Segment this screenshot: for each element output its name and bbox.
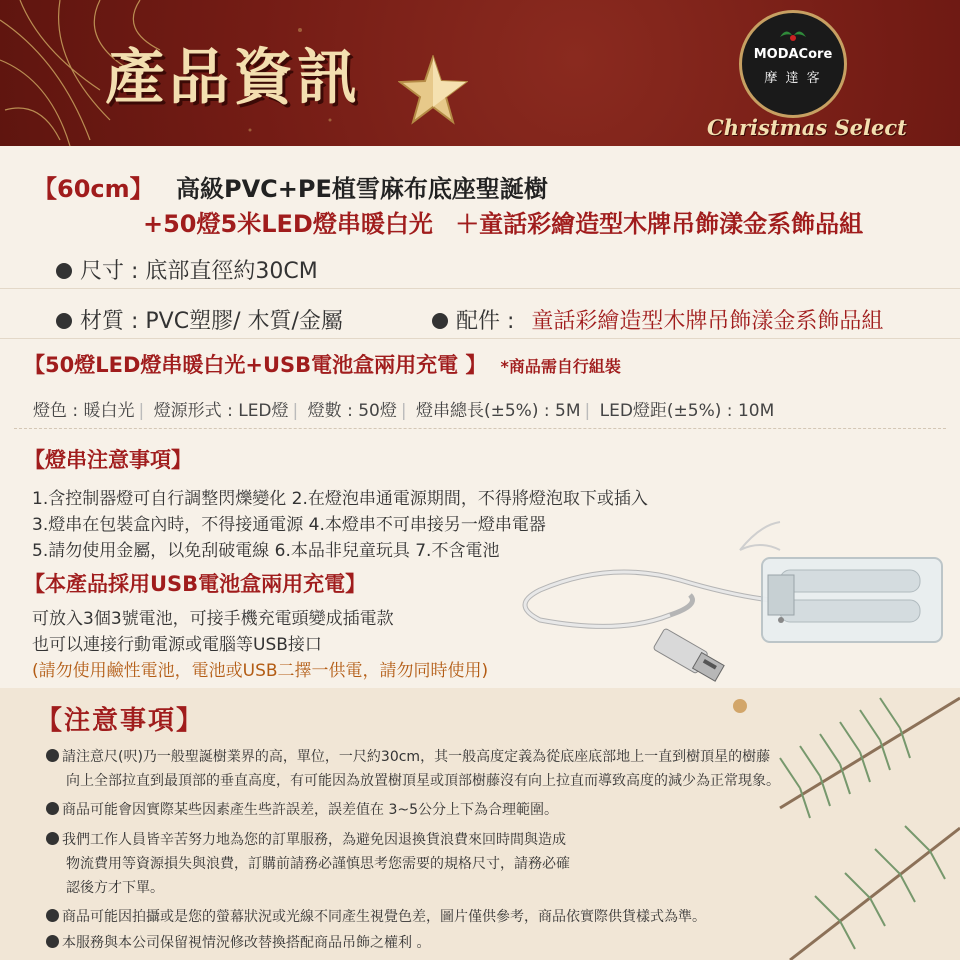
notice-item xyxy=(46,906,706,926)
notice-heading: 【注意事項】 xyxy=(36,706,205,736)
usb-battery-box-image xyxy=(500,520,960,690)
notice-continuation: 向上全部拉直到最頂部的垂直高度，有可能因為放置樹頂星或頂部樹藤沒有向上拉直而導致高度的減少為正常現象。 xyxy=(66,773,780,789)
product-title-line1 xyxy=(33,169,548,204)
notice-continuation: 物流費用等資源損失與浪費，訂購前請務必謹慎思考您需要的規格尺寸，請務必確 xyxy=(66,856,570,872)
logo-chinese-text: 摩 達 客 xyxy=(764,71,822,86)
notice-continuation: 認後方才下單。 xyxy=(66,880,164,896)
led-spec-source: 燈源形式 : LED燈 xyxy=(153,401,289,421)
bullet-icon xyxy=(432,313,448,329)
bullet-icon xyxy=(46,832,59,845)
gold-star-icon xyxy=(398,55,468,125)
assembly-note: *商品需自行組裝 xyxy=(500,357,621,376)
usb-line: 也可以連接行動電源或電腦等USB接口 xyxy=(32,635,322,655)
bullet-icon xyxy=(46,909,59,922)
light-notes-heading: 【燈串注意事項】 xyxy=(24,448,192,472)
bullet-icon xyxy=(46,935,59,948)
header-banner xyxy=(0,0,960,146)
led-spec-spacing: LED燈距(±5%) : 10M xyxy=(599,401,775,421)
led-spec-count: 燈數 : 50燈 xyxy=(307,401,397,421)
product-title-line2 xyxy=(143,204,863,239)
product-title-text: 高級PVC+PE植雪麻布底座聖誕樹 xyxy=(176,175,548,203)
bullet-icon xyxy=(46,749,59,762)
christmas-select-tagline: Christmas Select xyxy=(707,115,907,140)
bullet-icon xyxy=(56,263,72,279)
led-title-text: 【50燈LED燈串暖白光+USB電池盒兩用充電 】 xyxy=(24,353,487,377)
light-note-line: 1.含控制器燈可自行調整閃爍變化 2.在燈泡串通電源期間，不得將燈泡取下或插入 xyxy=(32,489,648,509)
divider xyxy=(0,288,960,289)
notice-text: 本服務與本公司保留視情況修改替換搭配商品吊飾之權利 。 xyxy=(62,935,431,951)
accessory-value: 童話彩繪造型木牌吊飾漾金系飾品組 xyxy=(531,309,884,334)
notice-text: 商品可能因拍攝或是您的螢幕狀況或光線不同產生視覺色差，圖片僅供參考，商品依實際供貨樣式為準。 xyxy=(62,909,706,925)
brand-logo xyxy=(739,10,847,118)
product-title-line2b: ＋童話彩繪造型木牌吊飾漾金系飾品組 xyxy=(455,210,864,238)
notice-text: 請注意尺(呎)乃一般聖誕樹業界的高，單位，一尺約30cm，其一般高度定義為從底座底部地上一直到樹頂星的樹藤 xyxy=(62,749,771,765)
notice-item xyxy=(46,829,566,849)
spec-accessory xyxy=(432,304,883,335)
usb-heading: 【本產品採用USB電池盒兩用充電】 xyxy=(24,572,367,596)
holly-icon xyxy=(778,25,808,45)
header-title: 產品資訊 xyxy=(105,43,361,113)
spec-size xyxy=(56,254,318,285)
spec-material xyxy=(56,304,343,335)
logo-brand-text: MODACore xyxy=(753,47,833,62)
notice-item xyxy=(46,746,770,766)
notice-item xyxy=(46,799,558,819)
led-spec-length: 燈串總長(±5%) : 5M xyxy=(415,401,581,421)
accessory-label: 配件 : xyxy=(456,309,515,334)
divider xyxy=(0,338,960,339)
led-title xyxy=(24,349,621,379)
dashed-divider xyxy=(14,428,946,429)
usb-warning: (請勿使用鹼性電池，電池或USB二擇一供電，請勿同時使用) xyxy=(32,661,489,681)
notice-text: 商品可能會因實際某些因素產生些許誤差，誤差值在 3~5公分上下為合理範圍。 xyxy=(62,802,558,818)
spec-material-text: 材質 : PVC塑膠/ 木質/金屬 xyxy=(80,309,343,334)
bullet-icon xyxy=(56,313,72,329)
spec-size-text: 尺寸 : 底部直徑約30CM xyxy=(80,259,318,284)
led-spec-color: 燈色 : 暖白光 xyxy=(33,401,135,421)
light-note-line: 5.請勿使用金屬，以免刮破電線 6.本品非兒童玩具 7.不含電池 xyxy=(32,541,500,561)
led-specs: 燈色 : 暖白光 | 燈源形式 : LED燈 | 燈數 : 50燈 | 燈串總長(±5%) : 5M | LED燈距(±5%) : 10M xyxy=(33,401,775,421)
size-tag: 【60cm】 xyxy=(33,175,154,203)
notice-text: 我們工作人員皆辛苦努力地為您的訂單服務，為避免因退換貨浪費來回時間與造成 xyxy=(62,832,566,848)
light-note-line: 3.燈串在包裝盒內時，不得接通電源 4.本燈串不可串接另一燈串電器 xyxy=(32,515,546,535)
usb-line: 可放入3個3號電池，可接手機充電頭變成插電款 xyxy=(32,609,394,629)
bullet-icon xyxy=(46,802,59,815)
notice-item xyxy=(46,932,430,952)
product-title-line2a: +50燈5米LED燈串暖白光 xyxy=(143,210,433,238)
